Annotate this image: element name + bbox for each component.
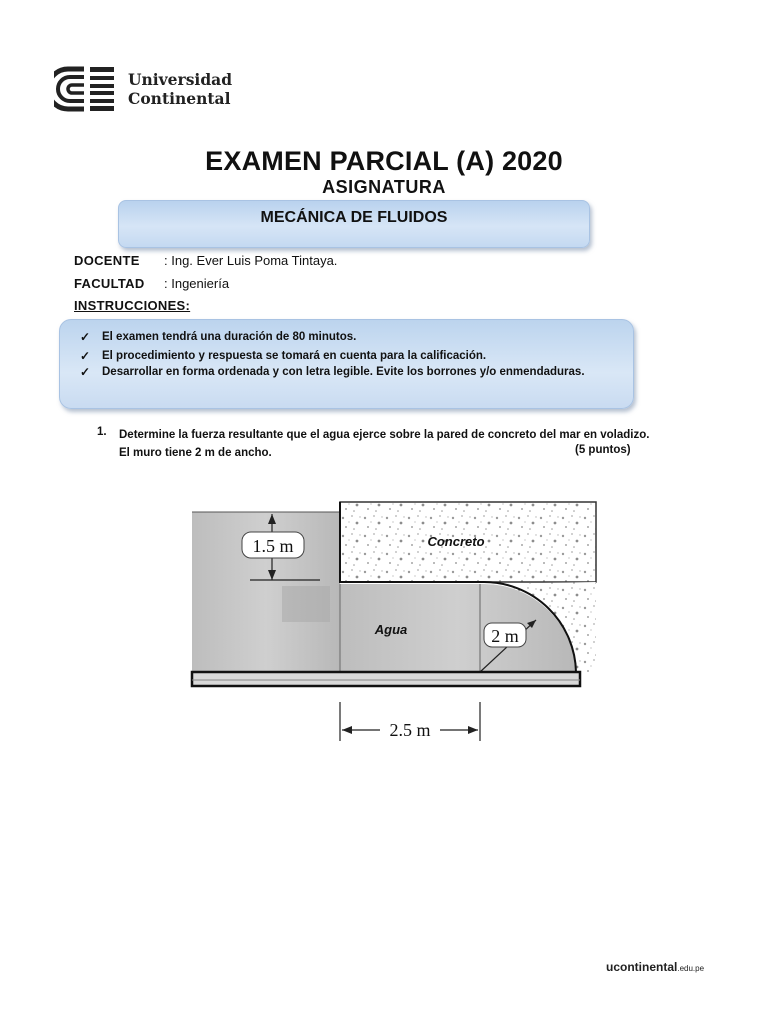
university-name-line2: Continental — [128, 89, 231, 108]
ground-base — [192, 672, 580, 686]
seawall-figure — [186, 496, 606, 746]
instruction-text: Desarrollar en forma ordenada y con letra legible. Evite los borrones y/o enmendaduras. — [102, 366, 585, 378]
instructions-box — [59, 319, 634, 409]
university-logo — [54, 66, 234, 116]
instruction-text: El examen tendrá una duración de 80 minutos. — [102, 331, 357, 343]
subject-label: ASIGNATURA — [322, 177, 446, 197]
university-name — [128, 70, 232, 108]
instruction-text: El procedimiento y respuesta se tomará en cuenta para la calificación. — [102, 350, 487, 362]
course-name: MECÁNICA DE FLUIDOS — [260, 209, 448, 226]
width-label: 2.5 m — [389, 720, 431, 740]
question-number: 1. — [97, 426, 107, 438]
check-icon: ✓ — [80, 330, 91, 344]
university-logo-mark — [54, 66, 116, 112]
depth-label: 1.5 m — [252, 536, 294, 556]
footer-site — [606, 960, 704, 974]
concrete-label: Concreto — [427, 534, 485, 549]
facultad-label: FACULTAD — [74, 276, 145, 291]
course-banner — [118, 200, 590, 248]
footer-site-domain: .edu.pe — [677, 964, 705, 973]
radius-label: 2 m — [491, 626, 519, 646]
docente-value: : Ing. Ever Luis Poma Tintaya. — [164, 253, 338, 268]
width-dimension — [340, 702, 480, 741]
university-name-line1: Universidad — [128, 70, 233, 89]
question-points: (5 puntos) — [575, 444, 631, 456]
docente-label: DOCENTE — [74, 253, 140, 268]
facultad-value: : Ingeniería — [164, 276, 230, 291]
check-icon: ✓ — [80, 349, 91, 363]
footer-site-name: ucontinental — [606, 960, 678, 974]
question-line2: El muro tiene 2 m de ancho. — [119, 447, 272, 459]
exam-title: EXAMEN PARCIAL (A) 2020 — [205, 146, 563, 176]
instructions-heading: INSTRUCCIONES: — [74, 298, 191, 313]
water-label: Agua — [374, 622, 408, 637]
question-line1: Determine la fuerza resultante que el agua ejerce sobre la pared de concreto del mar en voladizo. — [119, 429, 650, 441]
check-icon: ✓ — [80, 365, 91, 379]
